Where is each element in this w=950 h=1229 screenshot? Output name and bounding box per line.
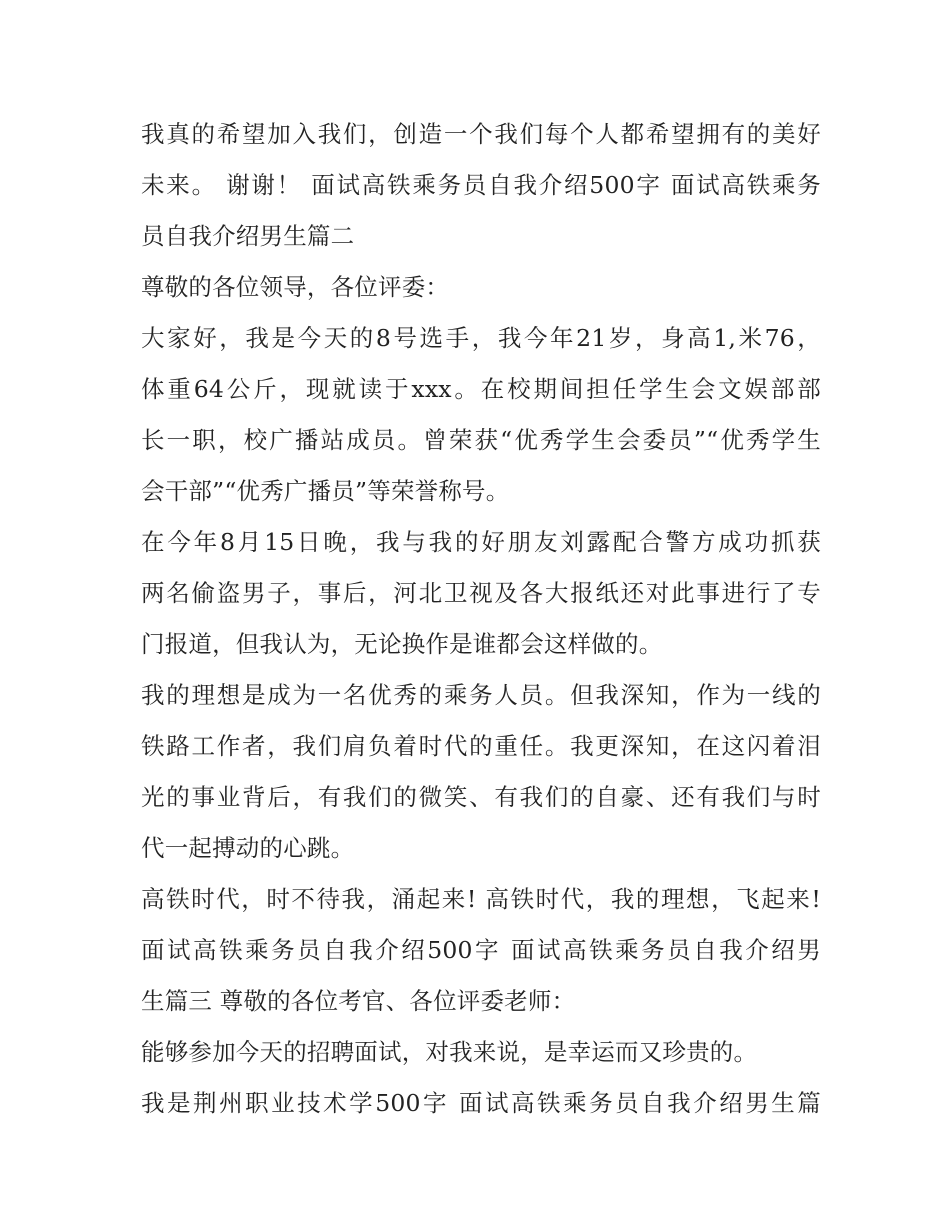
text-line: 面试高铁乘务员自我介绍500字 面试高铁乘务员自我介绍男 [141,936,821,964]
text-line: 光的事业背后，有我们的微笑、有我们的自豪、还有我们与时 [141,783,821,811]
text-line: 我真的希望加入我们，创造一个我们每个人都希望拥有的美好 [141,120,821,148]
text-line: 我的理想是成为一名优秀的乘务人员。但我深知，作为一线的 [141,681,821,709]
text-line: 长一职，校广播站成员。曾荣获“优秀学生会委员”“优秀学生 [141,426,821,454]
text-line: 代一起搏动的心跳。 [141,834,355,862]
text-line: 高铁时代，时不待我，涌起来! 高铁时代，我的理想，飞起来! [141,885,821,913]
text-line: 会干部”“优秀广播员”等荣誉称号。 [141,477,510,505]
document-body [141,109,821,1129]
text-line: 体重64公斤，现就读于xxx。在校期间担任学生会文娱部部 [141,375,821,403]
text-line: 尊敬的各位领导，各位评委： [141,273,450,301]
text-line: 在今年8月15日晚，我与我的好朋友刘露配合警方成功抓获 [141,528,821,556]
text-line: 大家好，我是今天的8号选手，我今年21岁，身高1,米76， [141,324,821,352]
text-line: 生篇三 尊敬的各位考官、各位评委老师： [141,987,576,1015]
text-line: 能够参加今天的招聘面试，对我来说，是幸运而又珍贵的。 [141,1038,758,1066]
text-line: 铁路工作者，我们肩负着时代的重任。我更深知，在这闪着泪 [141,732,821,760]
text-line: 门报道，但我认为，无论换作是谁都会这样做的。 [141,630,663,658]
text-line: 员自我介绍男生篇二 [141,222,355,250]
text-line: 我是荆州职业技术学500字 面试高铁乘务员自我介绍男生篇 [141,1089,821,1117]
text-line: 两名偷盗男子，事后，河北卫视及各大报纸还对此事进行了专 [141,579,821,607]
text-line: 未来。 谢谢！ 面试高铁乘务员自我介绍500字 面试高铁乘务 [141,171,821,199]
